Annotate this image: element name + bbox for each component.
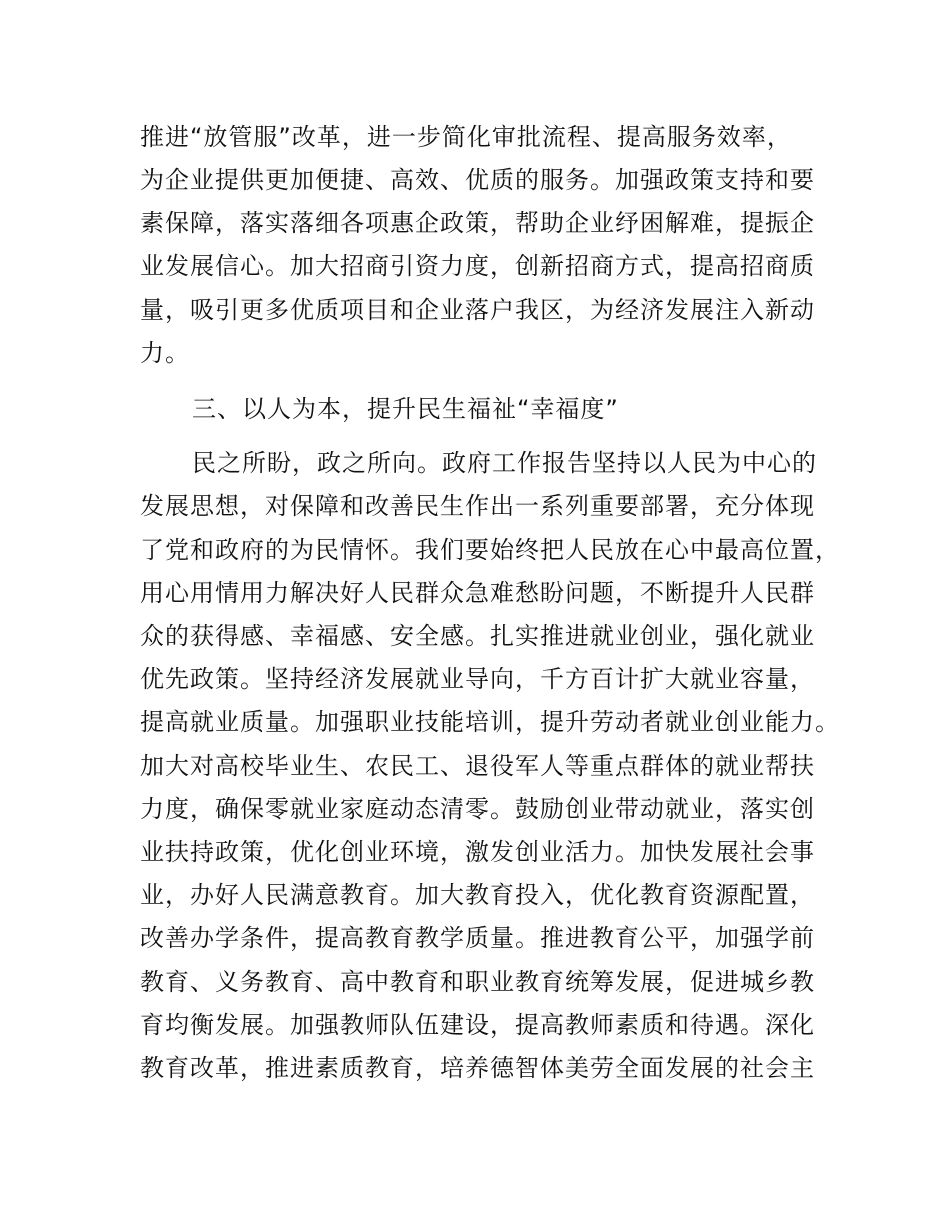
paragraph-line: 量，吸引更多优质项目和企业落户我区，为经济发展注入新动 (140, 296, 815, 324)
paragraph-line: 提高就业质量。加强职业技能培训，提升劳动者就业创业能力。 (140, 708, 840, 736)
paragraph-line: 推进“放管服”改革，进一步简化审批流程、提高服务效率， (140, 123, 792, 151)
paragraph-line: 了党和政府的为民情怀。我们要始终把人民放在心中最高位置， (140, 536, 840, 564)
paragraph-line: 教育、义务教育、高中教育和职业教育统筹发展，促进城乡教 (140, 968, 815, 996)
paragraph-line: 育均衡发展。加强教师队伍建设，提高教师素质和待遇。深化 (140, 1011, 815, 1039)
paragraph-line: 改善办学条件，提高教育教学质量。推进教育公平，加强学前 (140, 924, 815, 952)
paragraph-line: 教育改革，推进素质教育，培养德智体美劳全面发展的社会主 (140, 1054, 815, 1082)
paragraph-line: 发展思想，对保障和改善民生作出一系列重要部署，充分体现 (140, 492, 815, 520)
paragraph-line: 用心用情用力解决好人民群众急难愁盼问题，不断提升人民群 (140, 579, 815, 607)
section-heading: 三、以人为本，提升民生福祉“幸福度” (192, 395, 619, 423)
paragraph-line: 优先政策。坚持经济发展就业导向，千方百计扩大就业容量， (140, 665, 815, 693)
paragraph-line: 加大对高校毕业生、农民工、退役军人等重点群体的就业帮扶 (140, 752, 815, 780)
paragraph-line: 众的获得感、幸福感、安全感。扎实推进就业创业，强化就业 (140, 622, 815, 650)
paragraph-line: 为企业提供更加便捷、高效、优质的服务。加强政策支持和要 (140, 166, 815, 194)
paragraph-line: 力度，确保零就业家庭动态清零。鼓励创业带动就业，落实创 (140, 795, 815, 823)
paragraph-line: 力。 (140, 339, 190, 367)
paragraph-line: 业发展信心。加大招商引资力度，创新招商方式，提高招商质 (140, 252, 815, 280)
paragraph-line: 业，办好人民满意教育。加大教育投入，优化教育资源配置， (140, 881, 815, 909)
paragraph-line: 素保障，落实落细各项惠企政策，帮助企业纾困解难，提振企 (140, 209, 815, 237)
paragraph-line: 民之所盼，政之所向。政府工作报告坚持以人民为中心的 (192, 449, 817, 477)
paragraph-line: 业扶持政策，优化创业环境，激发创业活力。加快发展社会事 (140, 838, 815, 866)
